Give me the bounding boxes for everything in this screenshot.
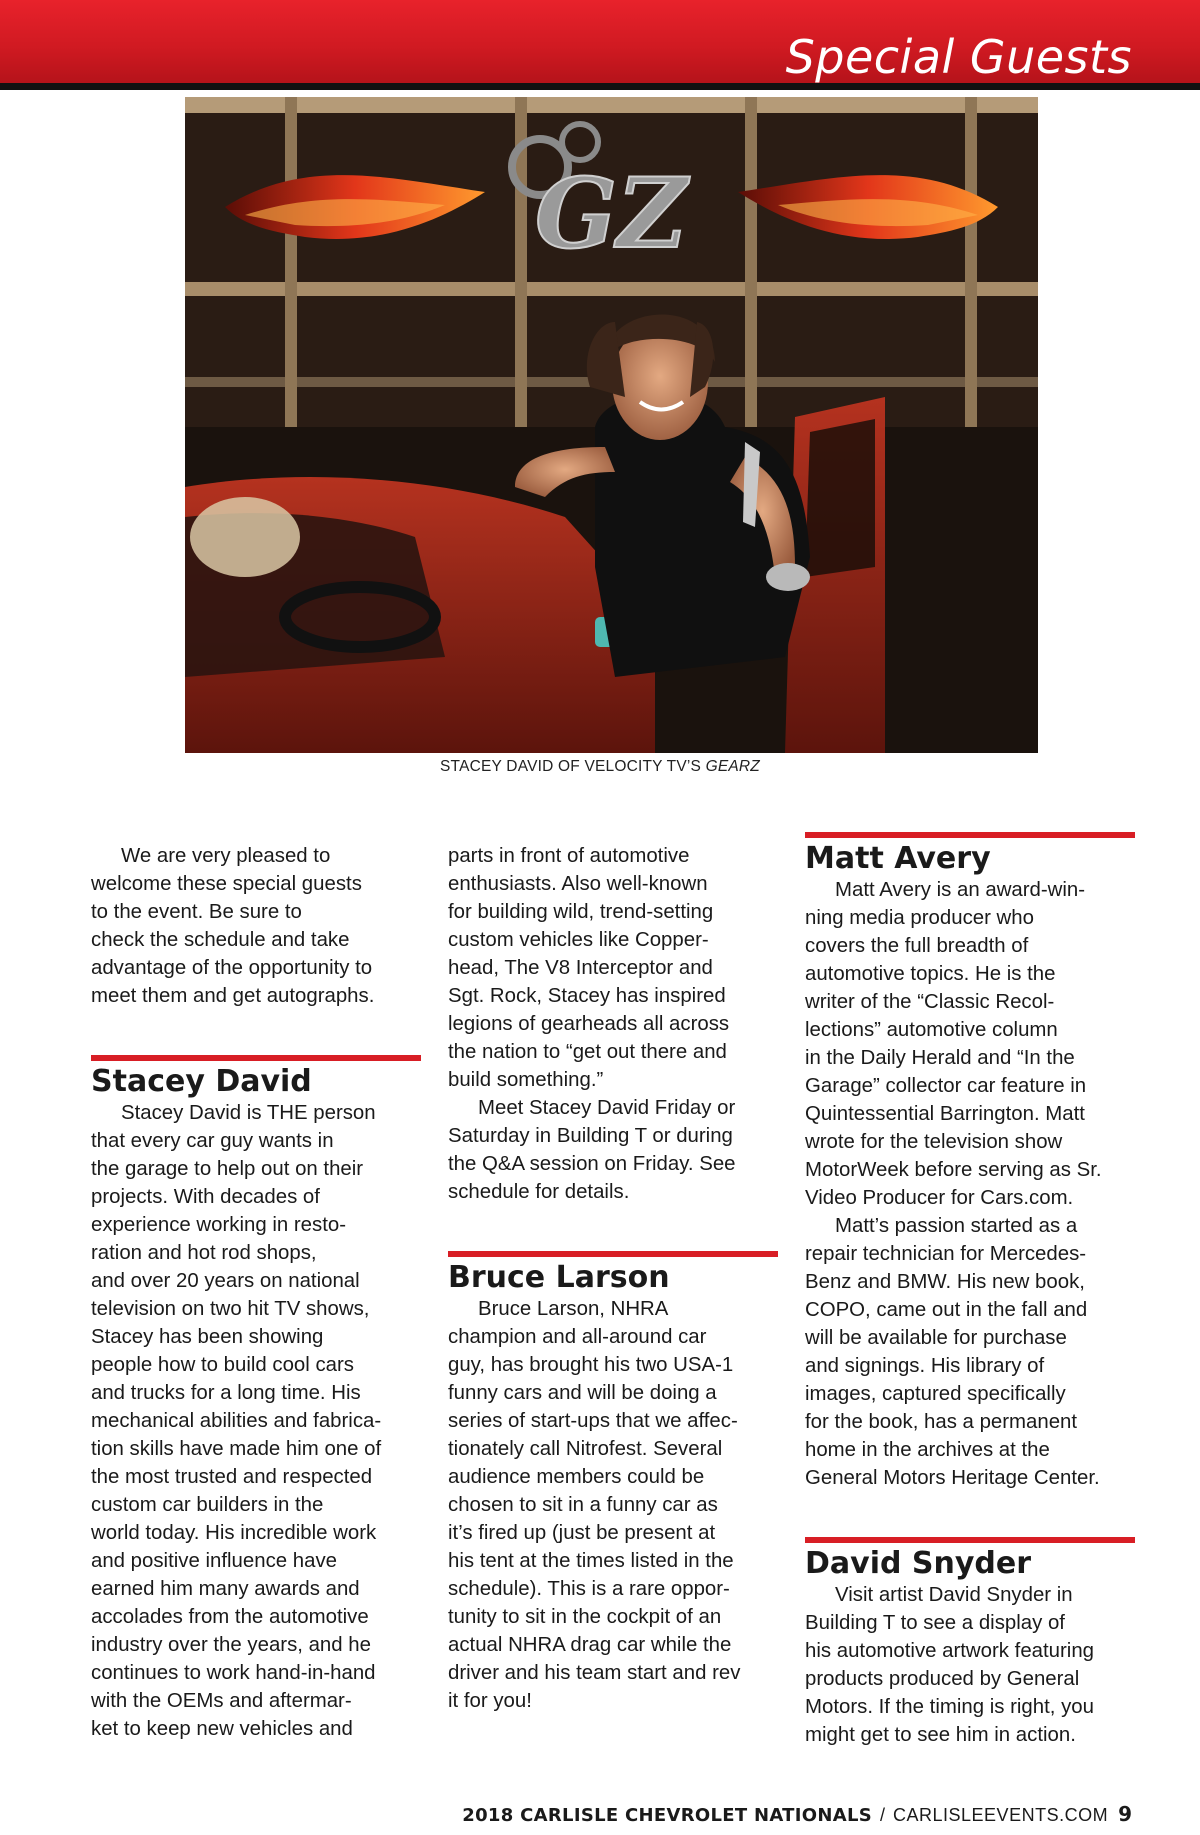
text-line: advantage of the opportunity to [91,957,373,979]
heading-bruce-larson: Bruce Larson [448,1260,670,1295]
section-divider [448,1251,778,1257]
text-line: for building wild, trend-setting [448,901,714,923]
text-line: COPO, came out in the fall and [805,1299,1088,1321]
text-line: wrote for the television show [805,1131,1063,1153]
text-line: ning media producer who [805,907,1034,929]
text-line: it’s fired up (just be present at [448,1522,716,1544]
stacey-paragraph [91,1099,421,1743]
text-line: legions of gearheads all across [448,1013,730,1035]
text-line: tionately call Nitrofest. Several [448,1438,723,1460]
text-line: welcome these special guests [91,873,362,895]
text-line: products produced by General [805,1668,1080,1690]
text-line: Bruce Larson, NHRA [478,1298,669,1320]
footer-website: CARLISLEEVENTS.COM [893,1805,1109,1825]
text-line: writer of the “Classic Recol- [805,991,1055,1013]
text-line: Matt’s passion started as a [835,1215,1078,1237]
heading-stacey-david: Stacey David [91,1064,312,1099]
matt-paragraph [805,876,1135,1212]
show-title: GEARZ [705,758,760,775]
text-line: Stacey has been showing [91,1326,324,1348]
text-line: covers the full breadth of [805,935,1029,957]
page-section-title: Special Guests [785,30,1132,84]
text-line: his automotive artwork featuring [805,1640,1095,1662]
text-line: champion and all-around car [448,1326,707,1348]
column-left [91,842,421,1743]
text-line: series of start-ups that we affec- [448,1410,738,1432]
text-line: the most trusted and respected [91,1466,373,1488]
text-line: continues to work hand-in-hand [91,1662,376,1684]
text-line: the garage to help out on their [91,1158,364,1180]
text-line: custom vehicles like Copper- [448,929,709,951]
footer-event-name: 2018 CARLISLE CHEVROLET NATIONALS [462,1805,872,1826]
text-line: with the OEMs and aftermar- [91,1690,352,1712]
text-line: Video Producer for Cars.com. [805,1187,1074,1209]
text-line: check the schedule and take [91,929,350,951]
footer-separator: / [880,1805,886,1825]
text-line: earned him many awards and [91,1578,360,1600]
text-line: driver and his team start and rev [448,1662,741,1684]
text-line: accolades from the automotive [91,1606,369,1628]
text-line: parts in front of automotive [448,845,690,867]
text-line: Motors. If the timing is right, you [805,1696,1094,1718]
text-line: Quintessential Barrington. Matt [805,1103,1085,1125]
david-paragraph [805,1581,1135,1749]
text-line: Meet Stacey David Friday or [478,1097,736,1119]
text-line: audience members could be [448,1466,705,1488]
text-line: meet them and get autographs. [91,985,375,1007]
intro-paragraph [91,842,421,1010]
text-line: Building T to see a display of [805,1612,1065,1634]
section-divider [805,832,1135,838]
text-line: television on two hit TV shows, [91,1298,370,1320]
text-line: and over 20 years on national [91,1270,360,1292]
text-line: will be available for purchase [805,1327,1067,1349]
text-line: Garage” collector car feature in [805,1075,1087,1097]
text-line: custom car builders in the [91,1494,324,1516]
text-line: it for you! [448,1690,532,1712]
column-right [805,832,1135,1749]
text-line: build something.” [448,1069,604,1091]
text-line: for the book, has a permanent [805,1411,1078,1433]
text-line: might get to see him in action. [805,1724,1076,1746]
header-bar [0,0,1200,90]
text-line: We are very pleased to [121,845,331,867]
text-line: Benz and BMW. His new book, [805,1271,1085,1293]
photo-illustration [185,97,1038,753]
text-line: mechanical abilities and fabrica- [91,1410,382,1432]
text-line: lections” automotive column [805,1019,1058,1041]
text-line: schedule for details. [448,1181,630,1203]
svg-text:GZ: GZ [534,157,688,270]
text-line: experience working in resto- [91,1214,347,1236]
text-line: in the Daily Herald and “In the [805,1047,1075,1069]
photo-caption: STACEY DAVID OF VELOCITY TV’S GEARZ [440,758,760,775]
text-line: chosen to sit in a funny car as [448,1494,718,1516]
stacey-continued-paragraph [448,842,778,1094]
text-line: ket to keep new vehicles and [91,1718,353,1740]
text-line: Visit artist David Snyder in [835,1584,1073,1606]
stacey-meet-paragraph [448,1094,778,1206]
text-line: guy, has brought his two USA-1 [448,1354,734,1376]
text-line: to the event. Be sure to [91,901,302,923]
text-line: tunity to sit in the cockpit of an [448,1606,722,1628]
text-line: automotive topics. He is the [805,963,1056,985]
page-number: 9 [1118,1802,1132,1826]
text-line: head, The V8 Interceptor and [448,957,713,979]
heading-matt-avery: Matt Avery [805,841,991,876]
matt-passion-paragraph [805,1212,1135,1492]
text-line: enthusiasts. Also well-known [448,873,708,895]
heading-david-snyder: David Snyder [805,1546,1032,1581]
text-line: MotorWeek before serving as Sr. [805,1159,1102,1181]
text-line: images, captured specifically [805,1383,1066,1405]
text-line: his tent at the times listed in the [448,1550,734,1572]
text-line: and trucks for a long time. His [91,1382,361,1404]
text-line: Sgt. Rock, Stacey has inspired [448,985,726,1007]
section-divider [805,1537,1135,1543]
text-line: Saturday in Building T or during [448,1125,733,1147]
text-line: ration and hot rod shops, [91,1242,317,1264]
text-line: people how to build cool cars [91,1354,354,1376]
text-line: world today. His incredible work [91,1522,377,1544]
page-footer [462,1802,1132,1826]
column-middle [448,842,778,1715]
text-line: schedule). This is a rare oppor- [448,1578,730,1600]
text-line: Stacey David is THE person [121,1102,376,1124]
text-line: the nation to “get out there and [448,1041,727,1063]
text-line: tion skills have made him one of [91,1438,382,1460]
text-line: funny cars and will be doing a [448,1382,717,1404]
text-line: that every car guy wants in [91,1130,334,1152]
text-line: industry over the years, and he [91,1634,371,1656]
text-line: General Motors Heritage Center. [805,1467,1100,1489]
text-line: and positive influence have [91,1550,337,1572]
text-line: Matt Avery is an award-win- [835,879,1086,901]
text-line: actual NHRA drag car while the [448,1634,732,1656]
text-line: and signings. His library of [805,1355,1045,1377]
bruce-paragraph [448,1295,778,1715]
feature-photo [185,97,1038,753]
text-line: home in the archives at the [805,1439,1050,1461]
text-line: the Q&A session on Friday. See [448,1153,736,1175]
text-line: projects. With decades of [91,1186,320,1208]
text-line: repair technician for Mercedes- [805,1243,1087,1265]
section-divider [91,1055,421,1061]
